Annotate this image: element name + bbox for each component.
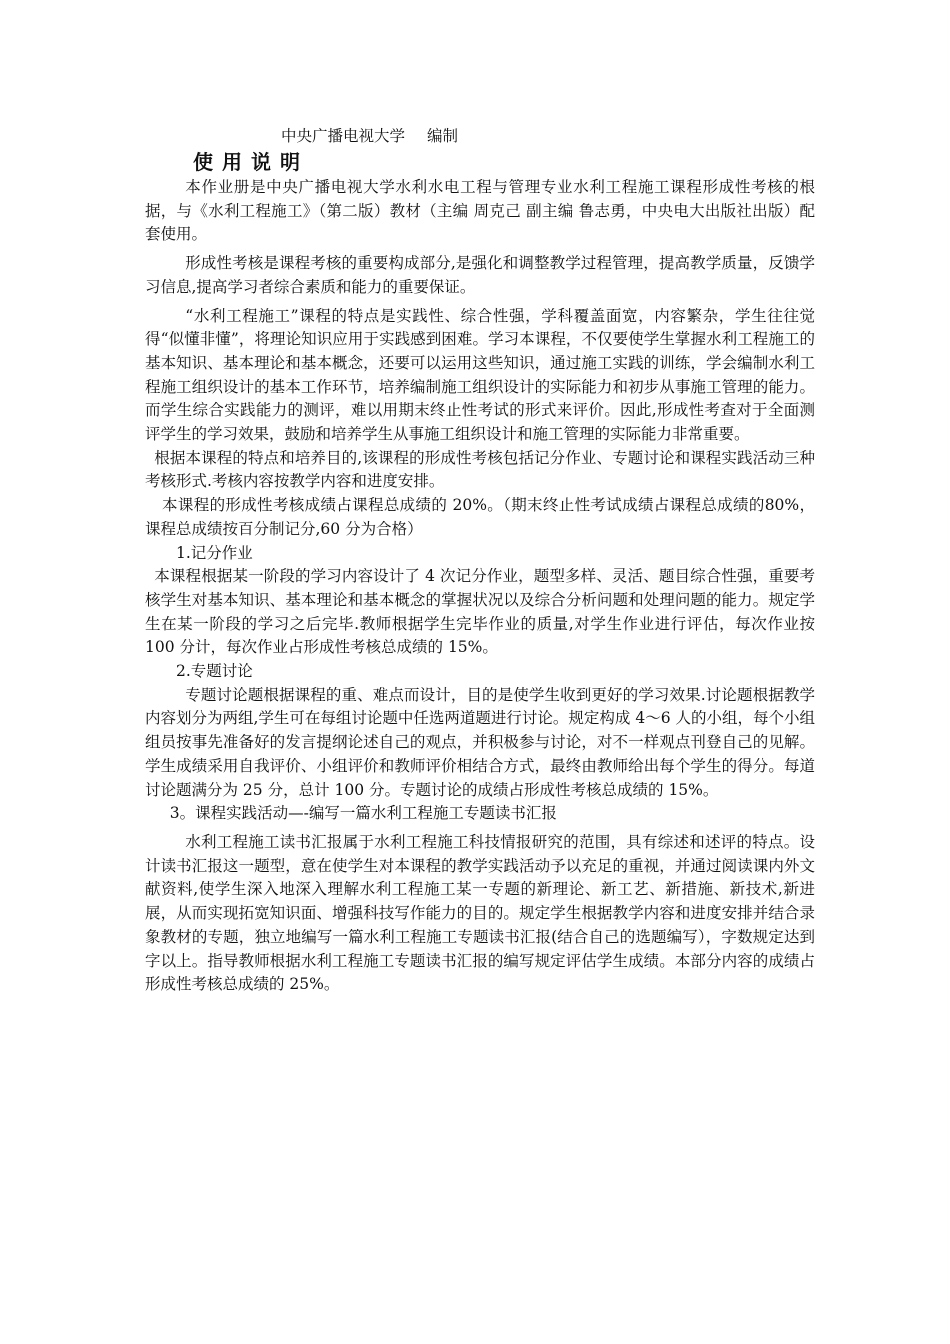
- paragraph-formative-assessment: 形成性考核是课程考核的重要构成部分,是强化和调整教学过程管理，提高教学质量，反馈学习信息,提高学习者综合素质和能力的重要保证。: [145, 254, 815, 296]
- document-header: [281, 126, 458, 146]
- paragraph-graded-assignments: 本课程根据某一阶段的学习内容设计了 4 次记分作业，题型多样、灵活、题目综合性强，重要考核学生对基本知识、基本理论和基本概念的掌握状况以及综合分析问题和处理问题的能力。规定学生在某一阶段的学习之后完毕.教师根据学生完毕作业的质量,对学生作业进行评估，每次作业按 100 分计，每次作业占形成性考核总成绩的 15%。: [145, 567, 815, 657]
- paragraph-intro: 本作业册是中央广播电视大学水利水电工程与管理专业水利工程施工课程形成性考核的根据，与《水利工程施工》（第二版）教材（主编 周克己 副主编 鲁志勇，中央电大出版社出版）配套使用。: [145, 178, 815, 244]
- paragraph-course-features: “水利工程施工”课程的特点是实践性、综合性强，学科覆盖面宽，内容繁杂，学生往往觉得“似懂非懂”，将理论知识应用于实践感到困难。学习本课程，不仅要使学生掌握水利工程施工的基本知识、基本理论和基本概念，还要可以运用这些知识，通过施工实践的训练，学会编制水利工程施工组织设计的基本工作环节，培养编制施工组织设计的实际能力和初步从事施工管理的能力。而学生综合实践能力的测评，难以用期末终止性考试的形式来评价。因此,形成性考查对于全面测评学生的学习效果，鼓励和培养学生从事施工组织设计和施工管理的实际能力非常重要。: [145, 306, 815, 444]
- section-heading-graded-assignments: 1.记分作业: [176, 543, 253, 562]
- section-heading-topic-discussion: 2.专题讨论: [176, 662, 253, 681]
- header-institution: 中央广播电视大学: [281, 127, 406, 145]
- document-title: 使用说明: [193, 150, 309, 174]
- header-role: 编制: [427, 127, 459, 145]
- paragraph-practice-activity: 水利工程施工读书汇报属于水利工程施工科技情报研究的范围，具有综述和述评的特点。设计读书汇报这一题型，意在使学生对本课程的教学实践活动予以充足的重视，并通过阅读课内外文献资料,使学生深入地深入理解水利工程施工某一专题的新理论、新工艺、新措施、新技术,新进展，从而实现拓宽知识面、增强科技写作能力的目的。规定学生根据教学内容和进度安排并结合录象教材的专题，独立地编写一篇水利工程施工专题读书汇报(结合自己的选题编写），字数规定达到字以上。指导教师根据水利工程施工专题读书汇报的编写规定评估学生成绩。本部分内容的成绩占形成性考核总成绩的 25%。: [145, 832, 815, 994]
- section-heading-practice-activity: 3。课程实践活动—-编写一篇水利工程施工专题读书汇报: [169, 804, 557, 823]
- paragraph-topic-discussion: 专题讨论题根据课程的重、难点而设计，目的是使学生收到更好的学习效果.讨论题根据教学内容划分为两组,学生可在每组讨论题中任选两道题进行讨论。规定构成 4～6 人的小组，每个小组组员按事先准备好的发言提纲论述自己的观点，并积极参与讨论，对不一样观点刊登自己的见解。学生成绩采用自我评价、小组评价和教师评价相结合方式，最终由教师给出每个学生的得分。每道讨论题满分为 25 分，总计 100 分。专题讨论的成绩占形成性考核总成绩的 15%。: [145, 685, 816, 799]
- paragraph-assessment-forms: 根据本课程的特点和培养目的,该课程的形成性考核包括记分作业、专题讨论和课程实践活动三种考核形式.考核内容按教学内容和进度安排。: [145, 448, 815, 491]
- document-body: [145, 176, 815, 997]
- paragraph-grade-weight: 本课程的形成性考核成绩占课程总成绩的 20%。（期末终止性考试成绩占课程总成绩的80%，课程总成绩按百分制记分,60 分为合格）: [145, 496, 815, 538]
